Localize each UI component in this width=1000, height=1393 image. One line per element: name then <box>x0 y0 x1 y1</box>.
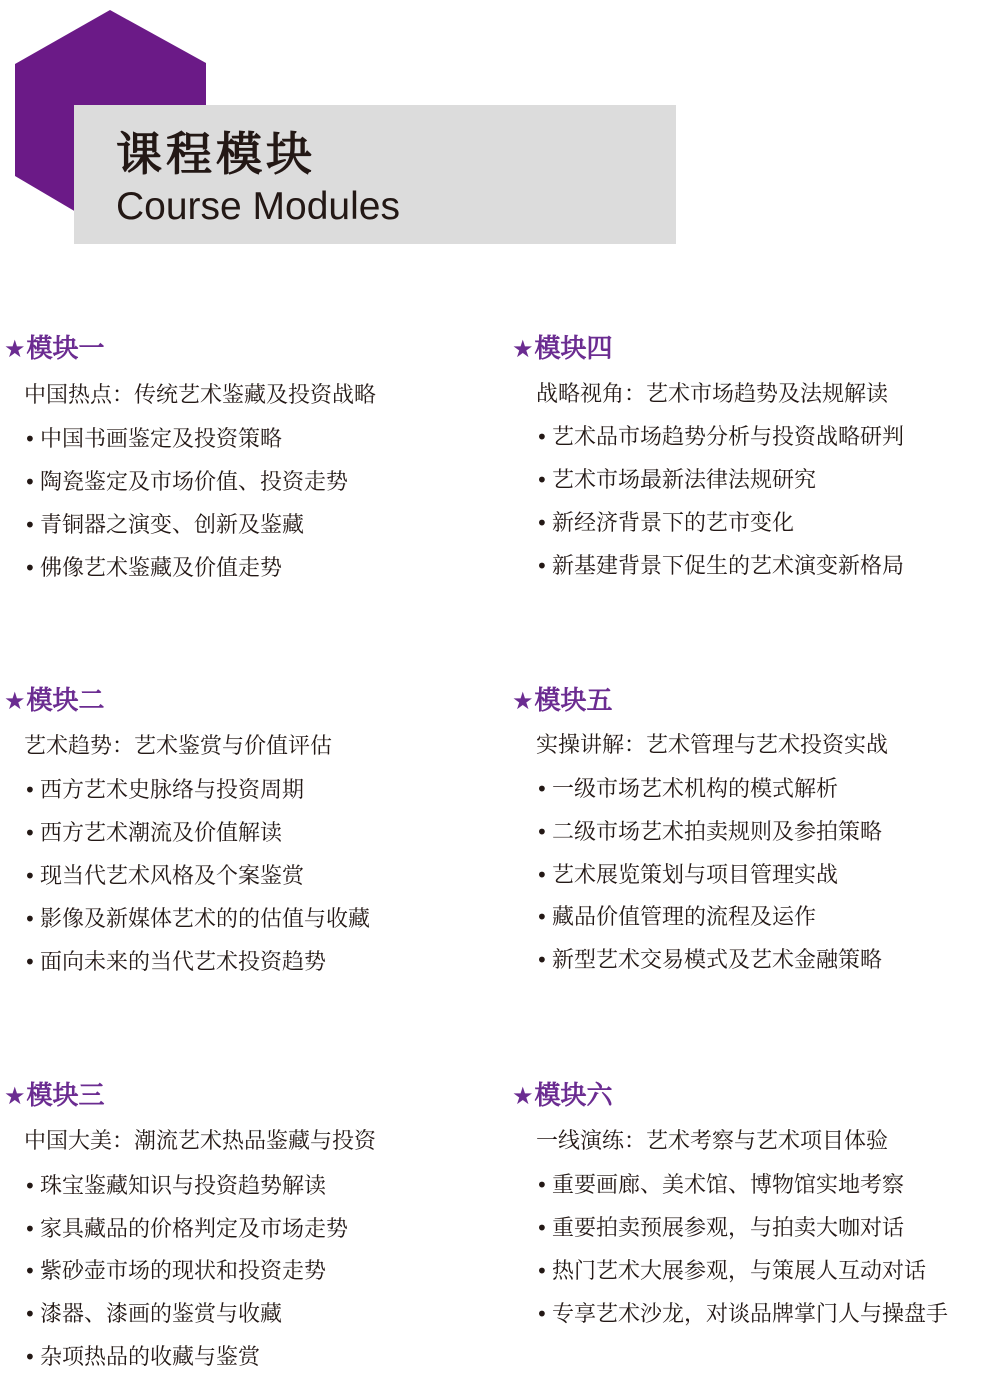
list-item: • 专享艺术沙龙，对谈品牌掌门人与操盘手 <box>536 1299 948 1330</box>
list-item: • 重要画廊、美术馆、博物馆实地考察 <box>536 1170 904 1201</box>
bullet-icon: • <box>536 863 548 887</box>
list-item: • 重要拍卖预展参观，与拍卖大咖对话 <box>536 1213 904 1244</box>
list-item: • 家具藏品的价格判定及市场走势 <box>24 1214 348 1245</box>
list-item: • 艺术品市场趋势分析与投资战略研判 <box>536 422 904 453</box>
list-item: • 新经济背景下的艺市变化 <box>536 508 794 539</box>
bullet-icon: • <box>24 1259 36 1283</box>
bullet-icon: • <box>536 1216 548 1240</box>
list-item: • 艺术展览策划与项目管理实战 <box>536 860 838 891</box>
bullet-icon: • <box>536 554 548 578</box>
list-item: • 现当代艺术风格及个案鉴赏 <box>24 861 304 892</box>
list-item: • 杂项热品的收藏与鉴赏 <box>24 1342 260 1373</box>
module-subtitle: 实操讲解：艺术管理与艺术投资实战 <box>536 733 889 758</box>
bullet-icon: • <box>24 907 36 931</box>
list-item: • 新型艺术交易模式及艺术金融策略 <box>536 945 882 976</box>
list-item: • 藏品价值管理的流程及运作 <box>536 902 816 933</box>
star-icon: ★ <box>4 687 26 715</box>
star-icon: ★ <box>4 335 26 363</box>
bullet-icon: • <box>24 556 36 580</box>
bullet-icon: • <box>24 950 36 974</box>
bullet-icon: • <box>24 1345 36 1369</box>
bullet-icon: • <box>24 427 36 451</box>
list-item: • 热门艺术大展参观，与策展人互动对话 <box>536 1256 926 1287</box>
page-subtitle: Course Modules <box>116 185 400 228</box>
module-heading: ★模块三 <box>4 1081 105 1111</box>
list-item: • 陶瓷鉴定及市场价值、投资走势 <box>24 467 348 498</box>
star-icon: ★ <box>512 335 534 363</box>
star-icon: ★ <box>512 1082 534 1110</box>
list-item: • 面向未来的当代艺术投资趋势 <box>24 947 326 978</box>
list-item: • 一级市场艺术机构的模式解析 <box>536 774 838 805</box>
bullet-icon: • <box>24 1217 36 1241</box>
list-item: • 新基建背景下促生的艺术演变新格局 <box>536 551 904 582</box>
bullet-icon: • <box>24 1174 36 1198</box>
list-item: • 紫砂壶市场的现状和投资走势 <box>24 1256 326 1287</box>
module-subtitle: 一线演练：艺术考察与艺术项目体验 <box>536 1129 889 1154</box>
module-heading: ★模块二 <box>4 686 105 716</box>
module-heading: ★模块四 <box>512 334 613 364</box>
list-item: • 佛像艺术鉴藏及价值走势 <box>24 553 282 584</box>
list-item: • 二级市场艺术拍卖规则及参拍策略 <box>536 817 882 848</box>
bullet-icon: • <box>536 511 548 535</box>
bullet-icon: • <box>24 778 36 802</box>
list-item: • 珠宝鉴藏知识与投资趋势解读 <box>24 1171 326 1202</box>
bullet-icon: • <box>536 468 548 492</box>
list-item: • 中国书画鉴定及投资策略 <box>24 424 282 455</box>
bullet-icon: • <box>536 905 548 929</box>
module-heading: ★模块五 <box>512 686 613 716</box>
bullet-icon: • <box>536 948 548 972</box>
list-item: • 漆器、漆画的鉴赏与收藏 <box>24 1299 282 1330</box>
list-item: • 艺术市场最新法律法规研究 <box>536 465 816 496</box>
bullet-icon: • <box>24 470 36 494</box>
bullet-icon: • <box>536 1173 548 1197</box>
module-heading: ★模块六 <box>512 1081 613 1111</box>
star-icon: ★ <box>4 1082 26 1110</box>
module-heading: ★模块一 <box>4 334 105 364</box>
list-item: • 青铜器之演变、创新及鉴藏 <box>24 510 304 541</box>
bullet-icon: • <box>24 1302 36 1326</box>
list-item: • 影像及新媒体艺术的的估值与收藏 <box>24 904 370 935</box>
bullet-icon: • <box>536 777 548 801</box>
module-subtitle: 艺术趋势：艺术鉴赏与价值评估 <box>24 734 333 759</box>
list-item: • 西方艺术潮流及价值解读 <box>24 818 282 849</box>
bullet-icon: • <box>24 864 36 888</box>
bullet-icon: • <box>24 821 36 845</box>
bullet-icon: • <box>536 425 548 449</box>
module-subtitle: 中国大美：潮流艺术热品鉴藏与投资 <box>24 1129 377 1154</box>
bullet-icon: • <box>536 820 548 844</box>
module-subtitle: 中国热点：传统艺术鉴藏及投资战略 <box>24 383 377 408</box>
bullet-icon: • <box>536 1259 548 1283</box>
bullet-icon: • <box>24 513 36 537</box>
bullet-icon: • <box>536 1302 548 1326</box>
page-title: 课程模块 <box>116 127 316 181</box>
star-icon: ★ <box>512 687 534 715</box>
list-item: • 西方艺术史脉络与投资周期 <box>24 775 304 806</box>
module-subtitle: 战略视角：艺术市场趋势及法规解读 <box>536 382 889 407</box>
